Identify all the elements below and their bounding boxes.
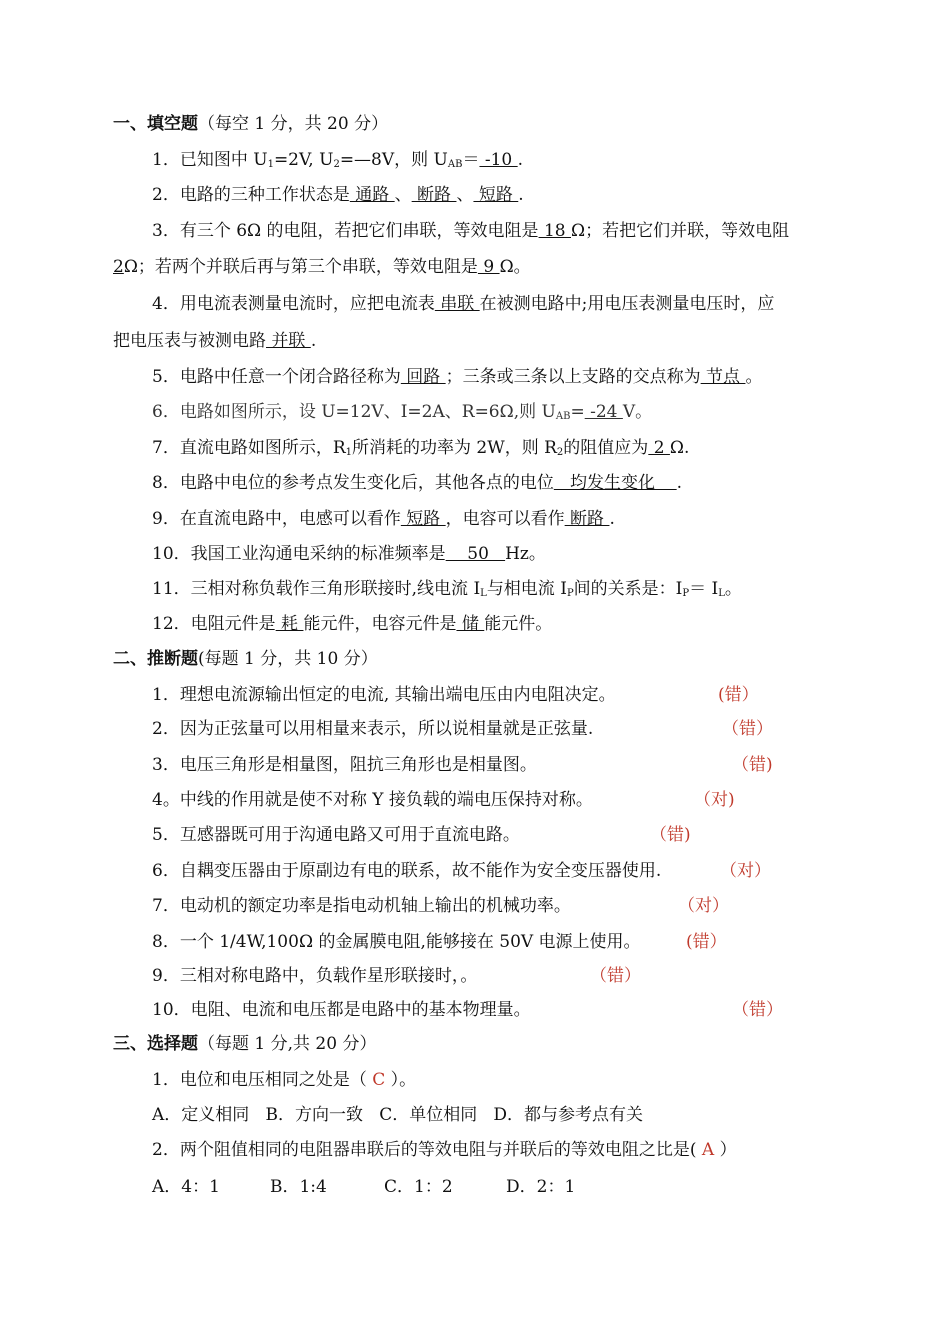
judge-answer: （对） [678, 896, 729, 916]
answer-blank: 耗 [275, 614, 304, 634]
answer-blank: 回路 [400, 367, 446, 387]
choice-q1-options: A．定义相同 B．方向一致 C．单位相同 D．都与参考点有关 [152, 1105, 644, 1125]
fill-q7 [152, 437, 689, 464]
q-number: 7． [152, 896, 180, 916]
answer-blank: 2 [648, 438, 670, 458]
q-number: 2． [152, 1140, 180, 1160]
q-number: 3． [152, 755, 180, 775]
q-text: 互感器既可用于沟通电路又可用于直流电路。 [179, 825, 520, 845]
choice-option-b: B．1:4 [270, 1177, 327, 1197]
q-text: Hz。 [505, 544, 546, 564]
q-text: =—8V，则 U [339, 150, 448, 170]
judge-answer: （错） [590, 966, 641, 986]
q-number: 4。 [152, 790, 180, 810]
q-text: = [570, 402, 585, 422]
q-text: ，电容可以看作 [445, 509, 565, 529]
q-text: 。 [745, 367, 763, 387]
judge-q4 [152, 789, 593, 811]
fill-q11 [152, 578, 742, 605]
section-info: （每题 1 分,共 20 分） [198, 1034, 377, 1054]
judge-q5 [152, 824, 520, 846]
q-text: 电路的三种工作状态是 [179, 185, 350, 205]
judge-q7 [152, 895, 571, 917]
answer-blank: 短路 [473, 185, 519, 205]
subscript: L [480, 588, 487, 599]
q-number: 1． [152, 150, 180, 170]
choice-answer: C [366, 1070, 391, 1090]
fill-q9 [152, 508, 615, 530]
q-number: 6． [152, 402, 180, 422]
judge-answer: （错) [650, 825, 691, 845]
q-number: 2． [152, 719, 180, 739]
judge-q8 [152, 931, 641, 953]
q-text: . [518, 185, 524, 205]
choice-answer: A [696, 1140, 720, 1160]
judge-answer: （对） [720, 861, 771, 881]
q-text: V。 [622, 402, 653, 422]
answer-blank: 节点 [700, 367, 746, 387]
q-text: 在直流电路中，电感可以看作 [179, 509, 401, 529]
section-info: （每空 1 分，共 20 分） [198, 114, 389, 134]
q-text: 电路中任意一个闭合路径称为 [179, 367, 401, 387]
q-text: 间的关系是：I [573, 579, 683, 599]
section-3-heading [113, 1033, 376, 1055]
answer-blank: 通路 [349, 185, 395, 205]
q-number: 8． [152, 473, 180, 493]
fill-q3-cont [113, 256, 531, 278]
q-number: 9． [152, 966, 180, 986]
judge-answer: (错） [718, 685, 759, 705]
judge-answer: （错） [732, 1000, 783, 1020]
subscript: P [682, 588, 690, 599]
q-text: Ω。 [499, 257, 531, 277]
judge-answer: (错） [686, 932, 727, 952]
subscript: 1 [345, 447, 353, 458]
subscript: 1 [267, 159, 274, 170]
q-text: . [676, 473, 683, 493]
answer-blank: 短路 [400, 509, 446, 529]
fill-q4-cont [113, 330, 316, 352]
q-text: 因为正弦量可以用相量来表示，所以说相量就是正弦量. [179, 719, 594, 739]
judge-q3 [152, 754, 537, 776]
fill-q1 [152, 149, 523, 176]
answer-blank: 并联 [266, 331, 311, 351]
q-number: 5． [152, 825, 180, 845]
q-number: 2． [152, 185, 180, 205]
answer-blank: 串联 [434, 294, 480, 314]
q-number: 4． [152, 294, 180, 314]
judge-answer: （对) [694, 790, 735, 810]
q-text: 所消耗的功率为 2W，则 R [352, 438, 557, 458]
q-text: . [517, 150, 524, 170]
choice-q2 [152, 1139, 737, 1161]
q-text: . [310, 331, 317, 351]
q-number: 1． [152, 1070, 180, 1090]
answer-blank: 18 [538, 221, 571, 241]
q-text: 电位和电压相同之处是（ [179, 1070, 367, 1090]
judge-q10 [152, 999, 531, 1021]
judge-answer: （错） [722, 719, 773, 739]
q-text: 电阻、电流和电压都是电路中的基本物理量。 [190, 1000, 531, 1020]
q-number: 8． [152, 932, 180, 952]
answer-blank: 9 [477, 257, 500, 277]
judge-q9 [152, 965, 477, 987]
answer-blank: 50 [445, 544, 506, 564]
fill-q5 [152, 366, 762, 388]
judge-q2 [152, 718, 593, 740]
q-text: 有三个 6Ω 的电阻，若把它们串联，等效电阻是 [179, 221, 539, 241]
subscript: AB [555, 411, 571, 422]
subscript: 2 [556, 447, 564, 458]
section-title: 三、选择题 [113, 1034, 198, 1054]
judge-q1 [152, 684, 616, 706]
fill-q3 [152, 220, 789, 242]
fill-q12 [152, 613, 552, 635]
q-text: Ω. [669, 438, 690, 458]
q-text: 电动机的额定功率是指电动机轴上输出的机械功率。 [179, 896, 571, 916]
section-title: 一、填空题 [113, 114, 198, 134]
fill-q2 [152, 184, 524, 206]
q-text: 电阻元件是 [190, 614, 276, 634]
section-title: 二、推断题 [113, 649, 198, 669]
judge-answer: （错) [732, 755, 773, 775]
fill-q8 [152, 472, 682, 494]
q-number: 1． [152, 685, 180, 705]
q-text: 三相对称负载作三角形联接时,线电流 I [190, 579, 481, 599]
q-text: . [609, 509, 615, 529]
q-number: 11． [152, 579, 191, 599]
answer-blank: 均发生变化 [553, 473, 677, 493]
fill-q4 [152, 293, 774, 315]
q-number: 7． [152, 438, 180, 458]
q-text: 的阻值应为 [563, 438, 649, 458]
q-text: 电路中电位的参考点发生变化后，其他各点的电位 [179, 473, 554, 493]
q-text: 直流电路如图所示，R [179, 438, 346, 458]
q-text: ＝ [462, 150, 480, 170]
q-text: 两个阻值相同的电阻器串联后的等效电阻与并联后的等效电阻之比是( [179, 1140, 697, 1160]
section-1-heading [113, 113, 388, 135]
q-number: 10． [152, 544, 191, 564]
answer-blank: -10 [479, 150, 518, 170]
q-text: 、 [456, 185, 474, 205]
fill-q6 [152, 401, 652, 428]
q-text: ＝ I [689, 579, 719, 599]
answer-blank: 储 [456, 614, 485, 634]
section-2-heading [113, 648, 378, 670]
q-text: 在被测电路中;用电压表测量电压时，应 [479, 294, 775, 314]
q-text: 把电压表与被测电路 [113, 331, 266, 351]
subscript: 2 [333, 159, 340, 170]
judge-q6 [152, 860, 661, 882]
subscript: L [718, 588, 725, 599]
q-number: 3． [152, 221, 180, 241]
q-text: =2V, U [273, 150, 334, 170]
choice-q1 [152, 1069, 416, 1091]
answer-blank: 2 [113, 257, 124, 277]
q-text: 能元件。 [484, 614, 553, 634]
fill-q10 [152, 543, 546, 565]
q-text: 与相电流 I [486, 579, 567, 599]
q-text: Ω；若两个并联后再与第三个串联，等效电阻是 [123, 257, 478, 277]
q-text: 理想电流源输出恒定的电流, 其输出端电压由内电阻决定。 [179, 685, 616, 705]
choice-option-d: D．2：1 [506, 1177, 576, 1197]
q-text: 用电流表测量电流时，应把电流表 [179, 294, 435, 314]
choice-option-c: C．1：2 [384, 1177, 453, 1197]
subscript: P [566, 588, 574, 599]
q-text: 自耦变压器由于原副边有电的联系，故不能作为安全变压器使用. [179, 861, 662, 881]
q-text: Ω；若把它们并联，等效电阻 [571, 221, 790, 241]
q-text: 一个 1/4W,100Ω 的金属膜电阻,能够接在 50V 电源上使用。 [179, 932, 641, 952]
q-text: 、 [394, 185, 412, 205]
answer-blank: 断路 [411, 185, 457, 205]
section-info: (每题 1 分，共 10 分） [198, 649, 378, 669]
q-text: ；三条或三条以上支路的交点称为 [445, 367, 701, 387]
subscript: AB [447, 159, 463, 170]
q-text: 电压三角形是相量图，阻抗三角形也是相量图。 [179, 755, 537, 775]
answer-blank: 断路 [564, 509, 610, 529]
choice-option-a: A．4：1 [152, 1177, 220, 1197]
q-text: ） [719, 1140, 737, 1160]
q-text: 电路如图所示，设 U=12V、I=2A、R=6Ω,则 U [179, 402, 556, 422]
q-text: 已知图中 U [179, 150, 268, 170]
q-number: 10． [152, 1000, 191, 1020]
q-text: 能元件，电容元件是 [303, 614, 457, 634]
q-text: 三相对称电路中，负载作星形联接时，。 [179, 966, 478, 986]
answer-blank: -24 [584, 402, 623, 422]
q-number: 6． [152, 861, 180, 881]
q-number: 12． [152, 614, 191, 634]
q-text: 中线的作用就是使不对称 Y 接负载的端电压保持对称。 [179, 790, 593, 810]
q-number: 9． [152, 509, 180, 529]
q-number: 5． [152, 367, 180, 387]
q-text: ）。 [390, 1070, 417, 1090]
q-text: 我国工业沟通电采纳的标准频率是 [190, 544, 446, 564]
q-text: 。 [724, 579, 742, 599]
